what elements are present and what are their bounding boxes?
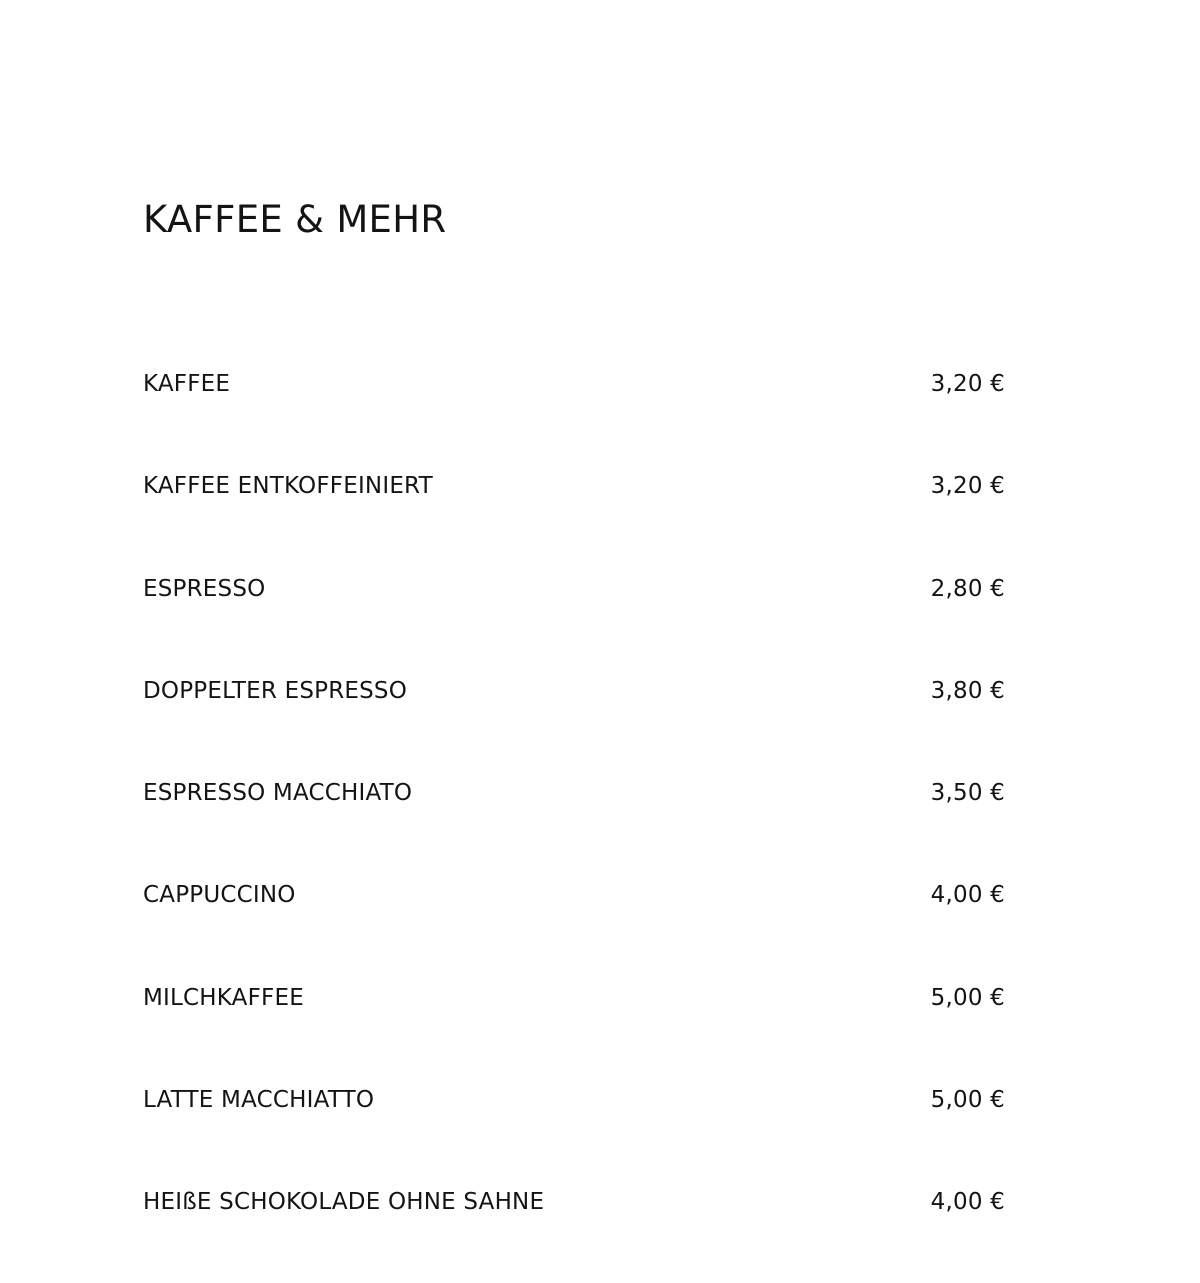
menu-item-name: HEIßE SCHOKOLADE OHNE SAHNE	[143, 1189, 545, 1216]
menu-item-price: 5,00 €	[930, 1087, 1005, 1114]
menu-item-price: 3,20 €	[930, 473, 1005, 500]
menu-item-doppelter-espresso	[143, 669, 1005, 771]
menu-item-price: 5,00 €	[930, 984, 1005, 1011]
menu-item-espresso	[143, 567, 1005, 669]
menu-title: KAFFEE & MEHR	[143, 198, 447, 241]
menu-list	[143, 362, 1005, 1283]
menu-item-name: ESPRESSO	[143, 575, 266, 602]
menu-item-price: 3,80 €	[930, 677, 1005, 704]
menu-item-price: 2,80 €	[930, 575, 1005, 602]
menu-item-price: 4,00 €	[930, 882, 1005, 909]
menu-item-kaffee	[143, 362, 1005, 464]
menu-item-latte-macchiatto	[143, 1078, 1005, 1180]
menu-item-name: KAFFEE ENTKOFFEINIERT	[143, 473, 433, 500]
menu-item-name: MILCHKAFFEE	[143, 984, 304, 1011]
menu-item-kaffee-entkoffeiniert	[143, 464, 1005, 566]
menu-item-price: 3,20 €	[930, 371, 1005, 397]
menu-item-espresso-macchiato	[143, 771, 1005, 873]
menu-item-price: 4,00 €	[930, 1189, 1005, 1216]
menu-item-name: KAFFEE	[143, 371, 231, 397]
menu-item-heisse-schokolade	[143, 1180, 1005, 1282]
menu-item-name: CAPPUCCINO	[143, 882, 296, 909]
menu-item-cappuccino	[143, 873, 1005, 975]
menu-item-milchkaffee	[143, 976, 1005, 1078]
menu-item-name: ESPRESSO MACCHIATO	[143, 780, 413, 807]
menu-item-price: 3,50 €	[930, 780, 1005, 807]
menu-item-name: LATTE MACCHIATTO	[143, 1087, 375, 1114]
menu-item-name: DOPPELTER ESPRESSO	[143, 677, 408, 704]
